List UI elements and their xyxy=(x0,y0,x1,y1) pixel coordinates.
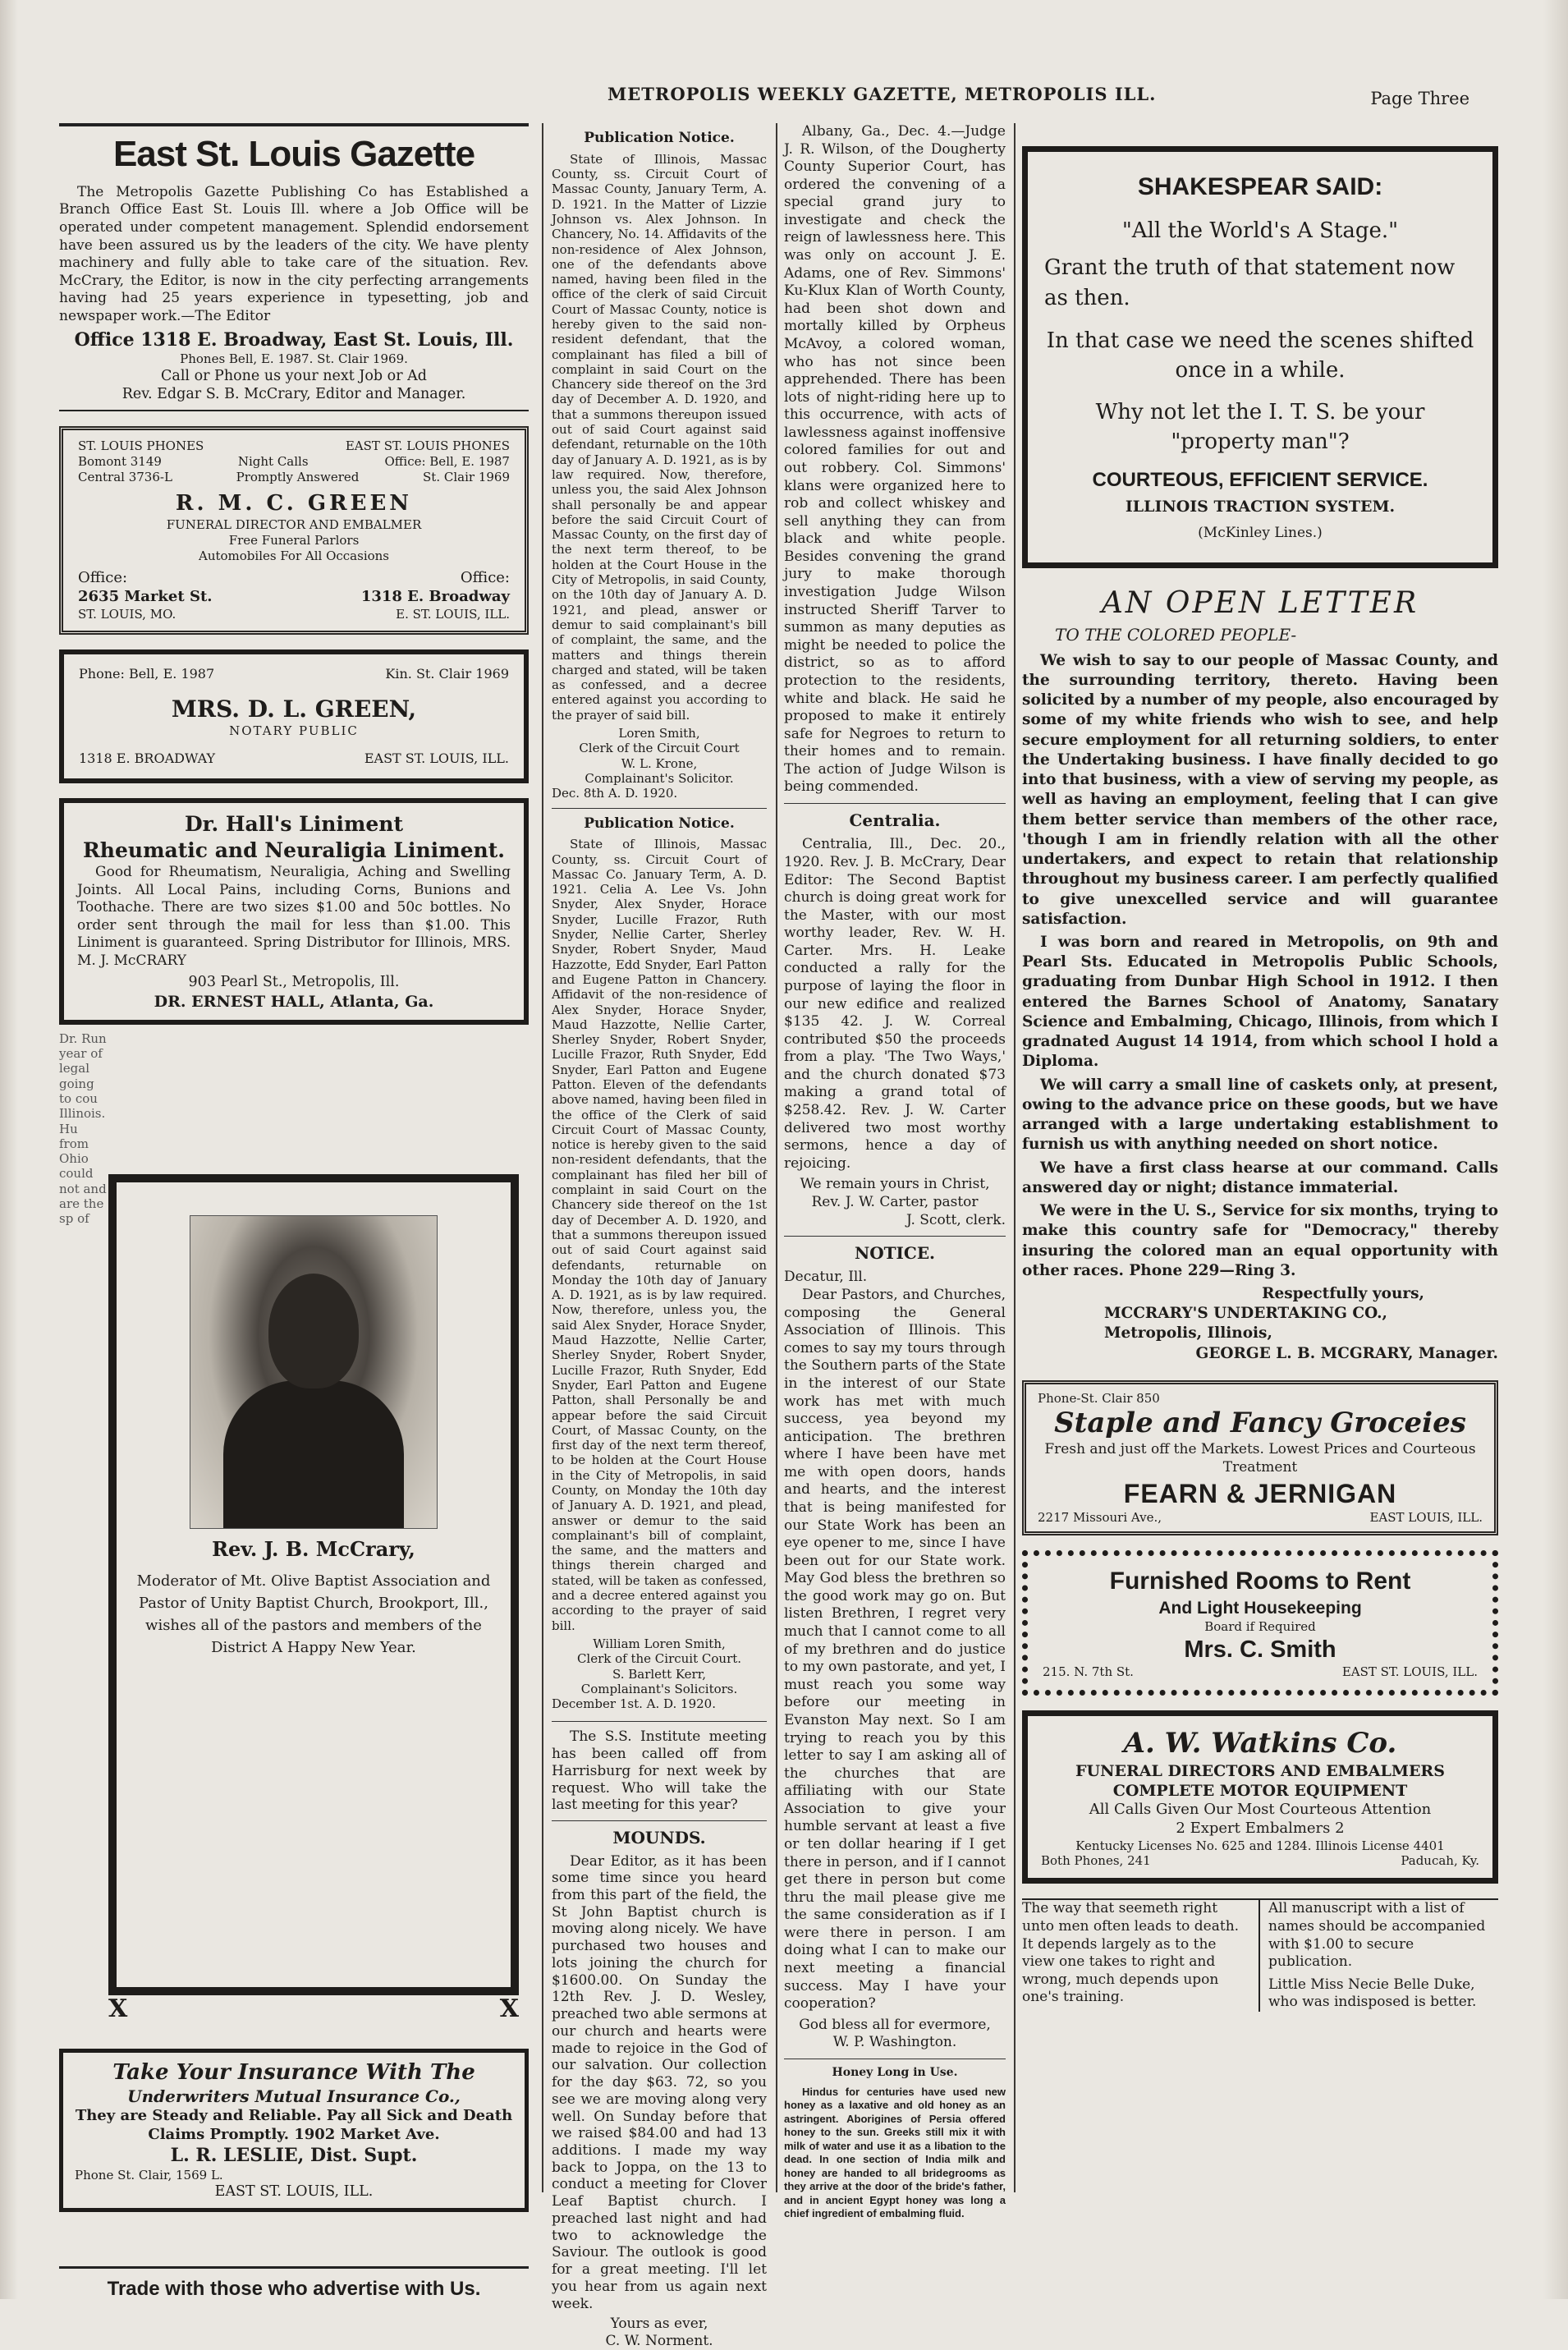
column-rule xyxy=(542,123,543,2192)
traction-ad: SHAKESPEAR SAID: "All the World's A Stage." Grant the truth of that statement now as then. In that case we need the scenes shifted once in a while. Why not let the I. T. S. be your "property man"? COURTEOUS, EFFICIENT SERVICE. ILLINOIS TRACTION SYSTEM. (McKinley Lines.) xyxy=(1022,146,1498,568)
portrait-caption: Moderator of Mt. Olive Baptist Association and Pastor of Unity Baptist Church, Brookport, Ill., wishes all of the pastors and members of the District A Happy New Year. xyxy=(136,1572,491,1657)
notary-name: MRS. D. L. GREEN, xyxy=(171,695,417,723)
gazette-office: Office 1318 E. Broadway, East St. Louis, Ill. xyxy=(74,328,514,351)
est-phones-label: EAST ST. LOUIS PHONES xyxy=(345,438,510,454)
column-3: Albany, Ga., Dec. 4.—Judge J. R. Wilson, of the Dougherty County Superior Court, has ordered the convening of a special grand jury to investigate and check the reign of lawlessness here. This was only on account J. E. Adams, one of Rev. Simmons' Ku-Klux Klan of Worth County, had been shot down and mortally killed by Orpheus McAvoy, a colored woman, who has not since been apprehended. There has been lots of night-riding here up to this occurrence, with acts of lawlessness against inoffensive colored families for out and out robbery. Col. Simmons' klans were organized here to rob and collect whiskey and sell anything they can from black and white people. Besides convening the grand jury to make thorough investigation Judge Wilson instructed Sheriff Tarver to summon as many deputies as might be needed to police the district, so as to afford protection to the residents, white and black. He said he proposed to make it entirely safe for Negroes to return to their homes and to remain. The action of Judge Wilson is being commended. Centralia. Centralia, Ill., Dec. 20., 1920. Rev. J. B. McCrary, Dear Editor: The Second Baptist church is doing great work for the Master, with our most worthy leader, Rev. W. H. Carter. Mrs. H. Leake conducted a rally for the purpose of laying the floor in our new edifice and realized $135 42. J. W. Correal contributed $50 the proceeds from a play. 'The Two Ways,' and the church donated $73 making a grand total of $258.42. Rev. J. W. Carter delivered two most worthy sermons, hence a day of rejoicing. We remain yours in Christ, Rev. J. W. Carter, pastor J. Scott, clerk. NOTICE. Decatur, Ill. Dear Pastors, and Churches, composing the General Association of Illinois. This comes to say my tours through the Southern parts of the State in the interest of our State work has met with much success, yea beyond my anticipation. The brethren where I have been have met me with open doors, hands and hearts, and the interest that is being manifested for our State Work has been an eye opener to me, since I have been out for our State work. May God bless the brethren so the good work may go on. But listen Brethren, I regret very much that I cannot come to all of my brethren and do justice to my own pastorate, and yet, I must reach you some way before our meeting in Evanston May next. So I am trying to reach you by this letter to say I am asking all of the churches that are affiliating with our State Association to give your humble servant at least a five or ten dollar hearing if I get there in person, and if I cannot get there in person but come thru the mail please give me the same consideration as if I were there in person. I am doing what I can to make our next meeting a financial success. May I have your cooperation? God bless all for evermore, W. P. Washington. Honey Long in Use. Hindus for centuries have used new honey as a laxative and old honey as an astringent. Aborigines of Persia offered honey to the sun. Greeks still mix it with milk of water and use it as a libation to the dead. In one section of India milk and honey are handed to all bridegrooms as they arrive at the door of the bride's father, and in ancient Egypt honey was long a chief ingredient of embalming fluid. xyxy=(784,123,1006,2220)
stl-phones-label: ST. LOUIS PHONES xyxy=(78,438,204,454)
column-4: SHAKESPEAR SAID: "All the World's A Stage." Grant the truth of that statement now as then. In that case we need the scenes shifted once in a while. Why not let the I. T. S. be your "property man"? COURTEOUS, EFFICIENT SERVICE. ILLINOIS TRACTION SYSTEM. (McKinley Lines.) AN OPEN LETTER TO THE COLORED PEOPLE- We wish to say to our people of Massac County, and the surrounding territory, thereto. Having been solicited by a number of my people, also encouraged by some of my white friends who wish to see, and help secure employment for all returning soldiers, to enter the Undertaking business. I have finally decided to go into that business, with a view of serving my people, as well as having an employment, feeling that I can give them better service than members of the other race, 'though I am in friendly relation with all the other undertakers, and expect to retain that relationship throughout my business career. I am perfectly qualified to give unexcelled service and will guarantee satisfaction. I was born and reared in Metropolis, on 9th and Pearl Sts. Educated in Metropolis Public Schools, graduating from Dunbar High School in 1912. I then entered the Barnes School of Anatomy, Sanatary Science and Embalming, Chicago, Illinois, from which I gradnated August 14 1914, from which school I hold a Diploma. We will carry a small line of caskets only, at present, owing to the advance price on these goods, but we have arranged with a large undertaking establishment to furnish us with anything needed on short notice. We have a first class hearse at our command. Calls answered day or night; distance immaterial. We were in the U. S., Service for six months, trying to make this country safe for "Democracy," thereby insuring the colored man an equal opportunity with other races. Phone 229—Ring 3. Respectfully yours, MCCRARY'S UNDERTAKING CO., Metropolis, Illinois, GEORGE L. B. MCGRARY, Manager. Phone-St. Clair 850 Staple and Fancy Groceies Fresh and just off the Markets. Lowest Prices and Courteous Treatment FEARN & JERNIGAN 2217 Missouri Ave., EAST LOUIS, ILL. Furnished Rooms to Rent And Light Housekeeping Board if Required Mrs. C. Smith 215. N. 7th St. EAST ST. LOUIS, ILL. A. W. Watkins Co. FUNERAL DIRECTORS AND EMBALMERS COMPLETE MOTOR EQUIPMENT All Calls Given Our Most Courteous Attention 2 Expert Embalmers 2 Kentucky Licenses No. 625 and 1284. Illinois License 4401 Both Phones, 241 Paducah, Ky. The way that seemeth right unto men often leads to death. It depends largely as to the view one takes to right and wrong, much depends upon one's training. All manuscript with a list of names should be accompanied with $1.00 to secure publication. Little Miss Necie Belle Duke, who was indisposed is better. xyxy=(1022,123,1498,2012)
green-name: R. M. C. GREEN xyxy=(175,491,413,516)
liniment-title: Dr. Hall's Liniment xyxy=(184,812,404,837)
page-number: Page Three xyxy=(1370,89,1469,108)
column-rule xyxy=(776,123,777,2192)
gazette-phones: Phones Bell, E. 1987. St. Clair 1969. xyxy=(180,351,408,367)
green-funeral-ad: ST. LOUIS PHONES EAST ST. LOUIS PHONES Bomont 3149 Night Calls Office: Bell, E. 1987 Central 3736-L Promptly Answered St. Clair 1969 R. M. C. GREEN FUNERAL DIRECTOR AND EMBALMER Free Funeral Parlors Automobiles For All Occasions Office: Office: 2635 Market St. 1318 E. Broadway ST. LOUIS, MO. E. ST. LOUIS, ILL. xyxy=(59,426,529,635)
portrait-name: Rev. J. B. McCrary, xyxy=(212,1537,415,1561)
open-letter-title: AN OPEN LETTER xyxy=(1101,585,1419,620)
column-2: Publication Notice. State of Illinois, Massac County, ss. Circuit Court of Massac County, January Term, A. D. 1921. In the Matter of Lizzie Johnson vs. Alex Johnson. In Chancery, No. 14. Affidavits of the non-residence of Alex Johnson, one of the defendants above named, having been filed in the office of the clerk of said Circuit Court of Massac County, notice is hereby given to the said non-resident defendant, that the complainant has filed a bill of complaint in said Court on the Chancery side thereof on the 3rd day of December A. D. 1920, and that a summons thereupon issued out of said Court against said defendant, returnable on the 10th day of January A. D. 1921, as is by law required. Now, therefore, unless you, the said Alex Johnson shall personally be and appear before the said Circuit Court of Massac County, on the first day of the next term thereof, to be holden at the Court House in the City of Metropolis, in said County, on the 10th day of January A. D. 1921, and plead, answer or demur to said complainant's bill of complaint, the same, and the matters and things therein charged and stated, will be taken as confessed, and a decree entered against you according to the prayer of said bill. Loren Smith, Clerk of the Circuit Court W. L. Krone, Complainant's Solicitor. Dec. 8th A. D. 1920. Publication Notice. State of Illinois, Massac County, ss. Circuit Court of Massac Co. January Term, A. D. 1921. Celia A. Lee Vs. John Snyder, Alex Snyder, Horace Snyder, Lucille Frazor, Ruth Snyder, Nellie Carter, Sherley Snyder, Robert Snyder, Maud Hazzotte, Edd Snyder, Earl Patton and Eugene Patton in Chancery. Affidavit of the non-residence of Alex Snyder, Horace Snyder, Maud Hazzotte, Nellie Carter, Sherley Snyder, Robert Snyder, Lucille Frazor, Ruth Snyder, Edd Snyder, Earl Patton and Eugene Patton. Eleven of the defendants above named, having been filed in the office of the Clerk of said Circuit Court of Massac County, notice is hereby given to the said non-resident defendants, that the complainant has filed her bill of complaint in said Court on the Chancery side thereof on the 1st day of December A. D. 1920, and that a summons thereupon issued out of said Court against said defendants, returnable on Monday the 10th day of January A. D. 1921, as is by law required. Now, therefore, unless you, the said Alex Snyder, Horace Snyder, Maud Hazzotte, Nellie Carter, Sherley Snyder, Robert Snyder, Lucille Frazor, Ruth Snyder, Edd Snyder, Earl Patton and Eugene Patton, shall Personally be and appear before the said Circuit Court, of Massac County, on the first day of the next term thereof, to be holden at the Court House in the City of Metropolis, in said County, on Monday the 10th day of January A. D. 1921, and plead, answer or demur to the said complainant's bill of complaint, the same, and the matters and things therein charged and stated, will be taken as confessed, and a decree entered against you according to the prayer of said bill. William Loren Smith, Clerk of the Circuit Court. S. Barlett Kerr, Complainant's Solicitors. December 1st. A. D. 1920. The S.S. Institute meeting has been called off from Harrisburg for next week by request. Who will take the last meeting for this year? MOUNDS. Dear Editor, as it has been some time since you heard from this part of the field, the St John Baptist church is moving along nicely. We have purchased two houses and lots joining the church for $1600.00. On Sunday the 12th Rev. J. D. Wesley, preached two able sermons at our church and hearts were made to rejoice in the God of our salvation. Our collection for the day $63. 72, so you see we are moving along very well. On Sunday before that we raised $84.00 and had 13 additions. I made my way back to Joppa, on the 13 to conduct a meeting for Clover Leaf Baptist church. I preached last night and had two to acknowledge the Saviour. The outlook is good for a great meeting. I'll let you hear from us again next week. Yours as ever, C. W. Norment. xyxy=(552,130,767,2350)
gazette-title: East St. Louis Gazette xyxy=(112,134,475,174)
trade-slogan: Trade with those who advertise with Us. xyxy=(59,2266,529,2302)
portrait-photo xyxy=(190,1215,438,1529)
masthead: METROPOLIS WEEKLY GAZETTE, METROPOLIS ILL. xyxy=(607,84,1157,104)
notary-ad: Phone: Bell, E. 1987 Kin. St. Clair 1969 MRS. D. L. GREEN, NOTARY PUBLIC 1318 E. BROADWAY EAST ST. LOUIS, ILL. xyxy=(59,649,529,783)
frame-mark-left: X xyxy=(108,1994,128,2023)
watkins-ad: A. W. Watkins Co. FUNERAL DIRECTORS AND EMBALMERS COMPLETE MOTOR EQUIPMENT All Calls Given Our Most Courteous Attention 2 Expert Embalmers 2 Kentucky Licenses No. 625 and 1284. Illinois License 4401 Both Phones, 241 Paducah, Ky. xyxy=(1022,1710,1498,1884)
rooms-ad: Furnished Rooms to Rent And Light Housekeeping Board if Required Mrs. C. Smith 215. N. 7th St. EAST ST. LOUIS, ILL. xyxy=(1022,1550,1498,1695)
gazette-ad xyxy=(59,123,529,411)
torn-fragment: Dr. Run year of legal going to cou Illinois. Hu from Ohio could not and are the sp of xyxy=(59,1030,107,1227)
frame-mark-right: X xyxy=(499,1994,519,2023)
insurance-ad: Take Your Insurance With The Underwriters Mutual Insurance Co., They are Steady and Reliable. Pay all Sick and Death Claims Promptly. 1902 Market Ave. L. R. LESLIE, Dist. Supt. Phone St. Clair, 1569 L. EAST ST. LOUIS, ILL. xyxy=(59,2049,529,2212)
portrait-frame xyxy=(108,1174,519,1995)
gazette-call: Call or Phone us your next Job or Ad xyxy=(161,367,427,384)
gazette-editor: Rev. Edgar S. B. McCrary, Editor and Manager. xyxy=(121,385,466,402)
column-1 xyxy=(59,123,529,2300)
column-rule xyxy=(1014,123,1016,2192)
liniment-ad: Dr. Hall's Liniment Rheumatic and Neuraligia Liniment. Good for Rheumatism, Neuraligia, Aching and Swelling Joints. All Local Pains, including Corns, Bunions and Toothache. There are two sizes $1.00 and 50c bottles. No order sent through the mail for less than $1.00. This Liniment is guaranteed. Spring Distributor for Illinois, MRS. M. J. McCRARY 903 Pearl St., Metropolis, Ill. DR. ERNEST HALL, Atlanta, Ga. xyxy=(59,798,529,1024)
gazette-body: The Metropolis Gazette Publishing Co has Established a Branch Office East St. Louis Ill. where a Job Office will be operated under competent management. Splendid endorsement have been assured us by the leaders of the city. We have plenty machinery and fully able to take care of the situation. Rev. McCrary, the Editor, is now in the city perfecting arrangements having had 25 years experience in typesetting, job and newspaper work.—The Editor xyxy=(59,183,529,324)
grocery-ad: Phone-St. Clair 850 Staple and Fancy Groceies Fresh and just off the Markets. Lowest Prices and Courteous Treatment FEARN & JERNIGAN 2217 Missouri Ave., EAST LOUIS, ILL. xyxy=(1022,1380,1498,1536)
open-letter-body: We wish to say to our people of Massac County, and the surrounding territory, thereto. Having been solicited by a number of my people, also encouraged by some of my white friends who wish to see, and help secure employment for all returning soldiers, to enter the Undertaking business. I have finally decided to go into that business, with a view of serving my people, as well as having an employment, feeling that I can give them better service than members of the other race, 'though I am in friendly relation with all the other undertakers, and expect to retain that relationship throughout my business career. I am perfectly qualified to give unexcelled service and will guarantee satisfaction. I was born and reared in Metropolis, on 9th and Pearl Sts. Educated in Metropolis Public Schools, graduating from Dunbar High School in 1912. I then entered the Barnes School of Anatomy, Sanatary Science and Embalming, Chicago, Illinois, from which I gradnated August 14 1914, from which school I hold a Diploma. We will carry a small line of caskets only, at present, owing to the advance price on these goods, but we have arranged with a large undertaking establishment to furnish us with anything needed on short notice. We have a first class hearse at our command. Calls answered day or night; distance immaterial. We were in the U. S., Service for six months, trying to make this country safe for "Democracy," thereby insuring the colored man an equal opportunity with other races. Phone 229—Ring 3. Respectfully yours, MCCRARY'S UNDERTAKING CO., Metropolis, Illinois, GEORGE L. B. MCGRARY, Manager. xyxy=(1022,651,1498,1362)
bottom-notes: The way that seemeth right unto men often leads to death. It depends largely as to the view one takes to right and wrong, much depends upon one's training. All manuscript with a list of names should be accompanied with $1.00 to secure publication. Little Miss Necie Belle Duke, who was indisposed is better. xyxy=(1022,1898,1498,2011)
